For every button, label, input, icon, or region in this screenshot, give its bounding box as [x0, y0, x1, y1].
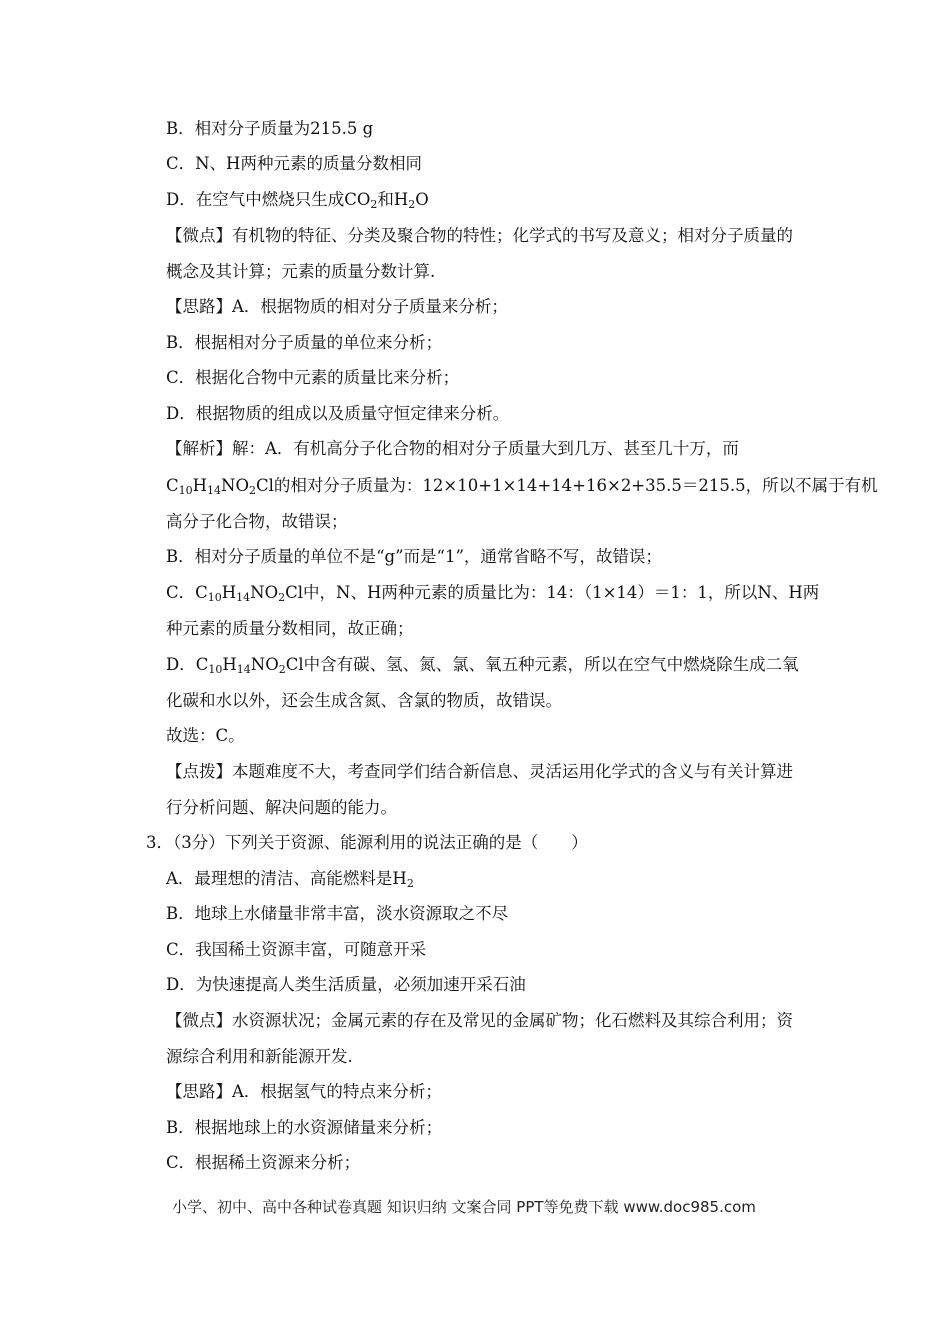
- analysis-c: C．$C_{10}H_{14}NO_2Cl$中，N、H两种元素的质量比为：14：（1×14）＝1：1，所以N、H两: [166, 583, 820, 604]
- analysis-c-cont: 种元素的质量分数相同，故正确；: [166, 619, 414, 638]
- q3-approach-a: 【思路】A．根据氢气的特点来分析；: [166, 1082, 442, 1101]
- analysis-d: D．$C_{10}H_{14}NO_2Cl$中含有碳、氢、氮、氯、氧五种元素，所以在空气中燃烧除生成二氧: [166, 655, 799, 676]
- approach-d: D．根据物质的组成以及质量守恒定律来分析。: [166, 404, 510, 423]
- question-3: 3．（3分）下列关于资源、能源利用的说法正确的是（ ）: [146, 833, 588, 852]
- q3-option-c: C．我国稀土资源丰富，可随意开采: [166, 940, 427, 959]
- q3-option-d: D．为快速提高人类生活质量，必须加速开采石油: [166, 975, 526, 994]
- footer-banner: 小学、初中、高中各种试卷真题 知识归纳 文案合同 PPT等免费下载 www.doc985.com: [172, 1198, 756, 1216]
- q3-knowledge-point: 【微点】水资源状况；金属元素的存在及常见的金属矿物；化石燃料及其综合利用；资: [166, 1011, 793, 1030]
- q3-knowledge-point-cont: 源综合利用和新能源开发.: [166, 1047, 353, 1066]
- approach-c: C．根据化合物中元素的质量比来分析；: [166, 368, 460, 387]
- q3-approach-b: B．根据地球上的水资源储量来分析；: [166, 1118, 443, 1137]
- analysis-a-cont: 高分子化合物，故错误；: [166, 512, 348, 531]
- tip-cont: 行分析问题、解决问题的能力。: [166, 798, 397, 817]
- q3-option-a: A．最理想的清洁、高能燃料是$H_2$: [166, 869, 414, 890]
- tip: 【点拨】本题难度不大，考查同学们结合新信息、灵活运用化学式的含义与有关计算进: [166, 762, 793, 781]
- option-c-text: C．N、H两种元素的质量分数相同: [166, 154, 422, 173]
- option-d-text: D．在空气中燃烧只生成$CO_2$和$H_2O$: [166, 190, 429, 211]
- analysis-a: 【解析】解：A．有机高分子化合物的相对分子质量大到几万、甚至几十万，而: [166, 439, 739, 458]
- approach-b: B．根据相对分子质量的单位来分析；: [166, 333, 443, 352]
- q3-approach-c: C．根据稀土资源来分析；: [166, 1153, 361, 1172]
- approach-a: 【思路】A．根据物质的相对分子质量来分析；: [166, 297, 508, 316]
- knowledge-point-cont: 概念及其计算；元素的质量分数计算.: [166, 262, 436, 281]
- knowledge-point: 【微点】有机物的特征、分类及聚合物的特性；化学式的书写及意义；相对分子质量的: [166, 226, 793, 245]
- analysis-a-formula: $C_{10}H_{14}NO_2Cl$的相对分子质量为：12×10+1×14+14+16×2+35.5＝215.5，所以不属于有机: [166, 476, 878, 497]
- analysis-b: B．相对分子质量的单位不是“g”而是“1”，通常省略不写，故错误；: [166, 547, 662, 566]
- q3-option-b: B．地球上水储量非常丰富，淡水资源取之不尽: [166, 904, 509, 923]
- answer: 故选：C。: [166, 726, 245, 745]
- option-b-text: B．相对分子质量为215.5 g: [166, 119, 374, 138]
- analysis-d-cont: 化碳和水以外，还会生成含氮、含氯的物质，故错误。: [166, 691, 562, 710]
